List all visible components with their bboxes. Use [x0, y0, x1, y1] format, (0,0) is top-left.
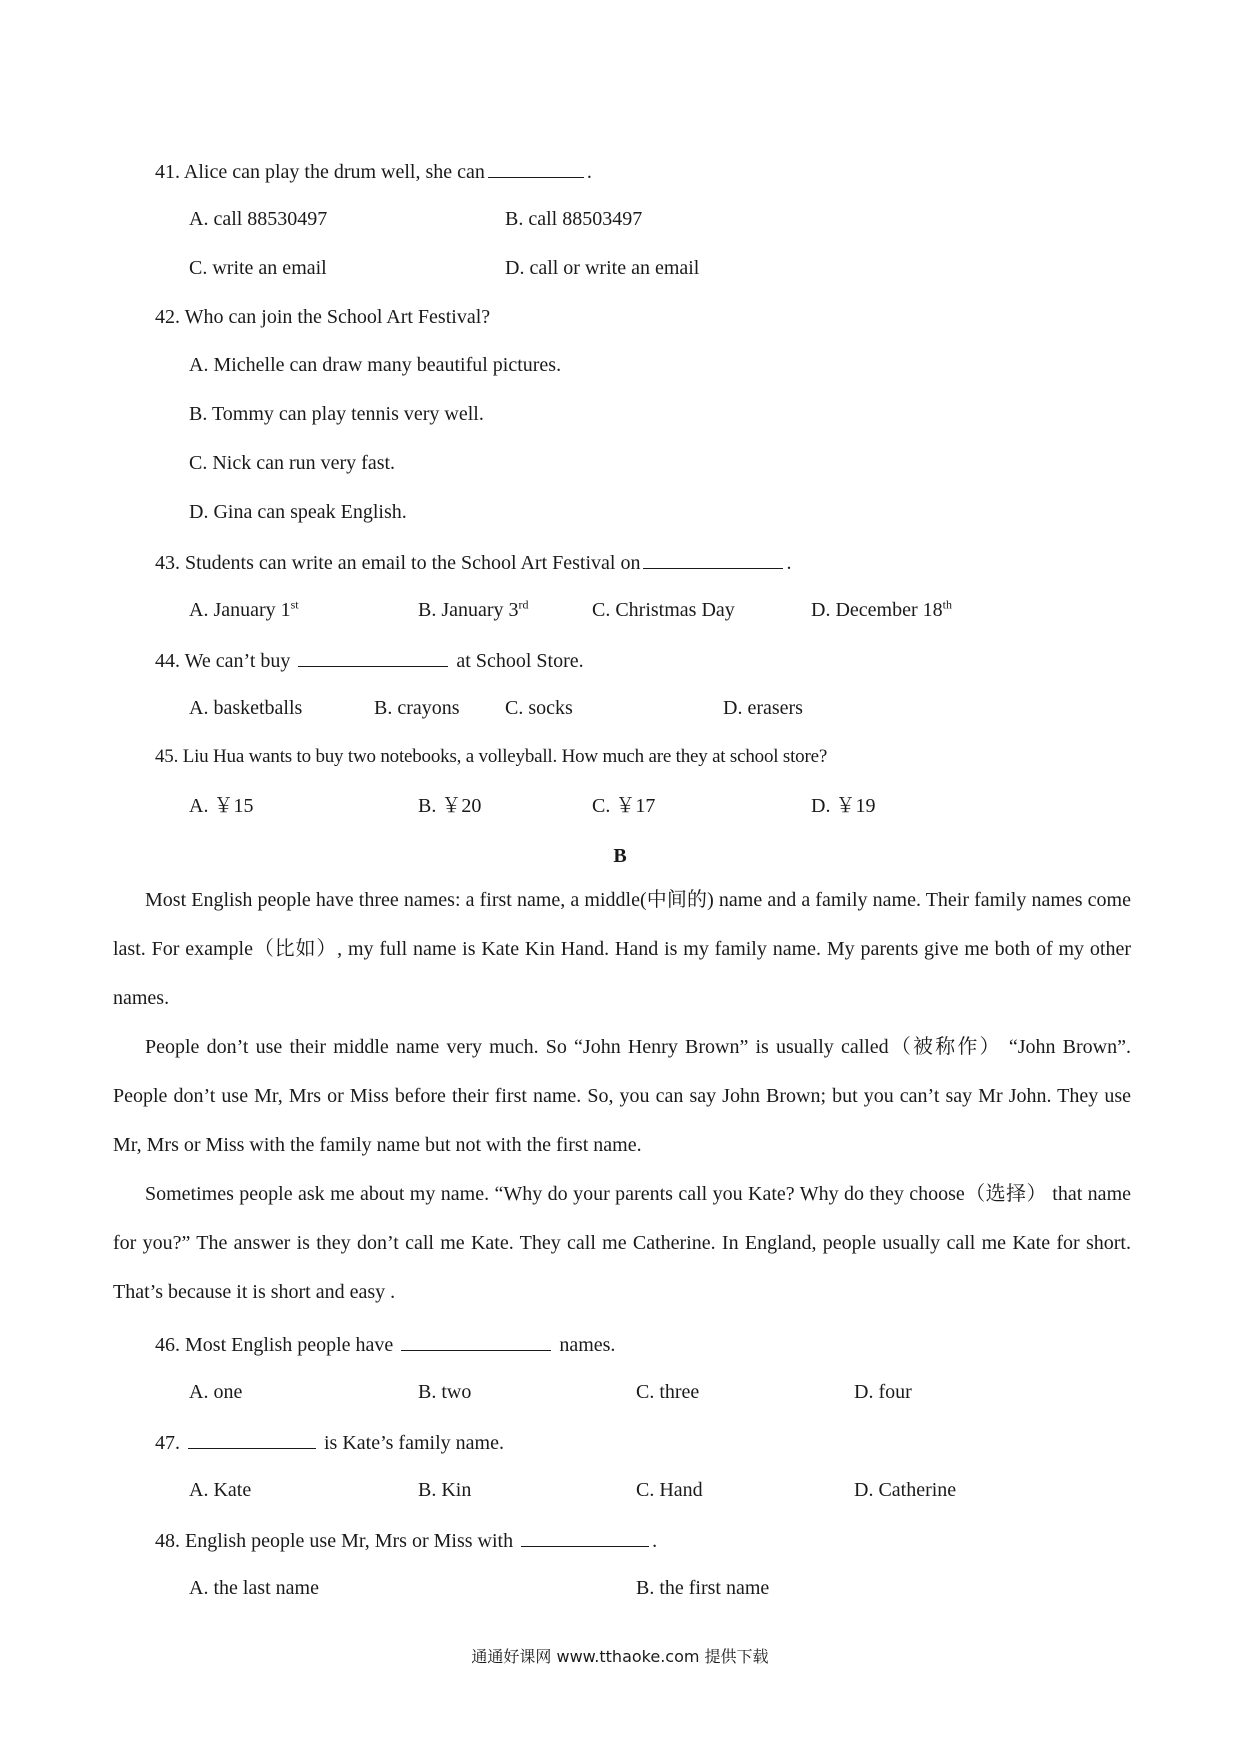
option-c: C. Christmas Day — [592, 599, 735, 621]
option-c: C. three — [636, 1381, 700, 1403]
option-a: A. the last name — [189, 1577, 319, 1599]
question-stem: 44. We can’t buy — [155, 650, 291, 672]
answer-blank — [401, 1330, 551, 1351]
question-stem: 46. Most English people have — [155, 1334, 394, 1356]
passage-paragraph-1: Most English people have three names: a first name, a middle(中间的) name and a family name. Their family names come last. For example（比如）, my full name is Kate Kin Hand. Hand is my family name. My parents give me both of my other names. — [113, 889, 1131, 1009]
page-footer: 通通好课网 www.tthaoke.com 提供下载 — [471, 1647, 769, 1666]
question-stem-end: names. — [559, 1334, 616, 1356]
option-a: A. one — [189, 1381, 243, 1403]
question-45: 45. Liu Hua wants to buy two notebooks, a volleyball. How much are they at school store? — [155, 746, 828, 767]
question-47 — [155, 1428, 504, 1456]
option-d: D. call or write an email — [505, 257, 700, 279]
question-stem: 41. Alice can play the drum well, she can — [155, 161, 485, 183]
option-a: A. call 88530497 — [189, 208, 328, 230]
option-d: D. ￥19 — [811, 795, 876, 817]
question-stem-end: . — [586, 161, 592, 183]
question-46 — [155, 1330, 615, 1358]
answer-blank — [188, 1428, 316, 1449]
option-b: B. January 3rd — [418, 597, 529, 621]
option-b: B. crayons — [374, 697, 460, 719]
question-48 — [155, 1526, 657, 1554]
option-d: D. Gina can speak English. — [189, 501, 407, 523]
question-stem: 47. — [155, 1432, 180, 1454]
question-44 — [155, 646, 584, 674]
question-stem-end: . — [786, 552, 792, 574]
option-b: B. the first name — [636, 1577, 770, 1599]
question-stem: 48. English people use Mr, Mrs or Miss with — [155, 1530, 514, 1552]
question-43 — [155, 548, 791, 576]
question-stem-end: is Kate’s family name. — [324, 1432, 504, 1454]
option-b: B. ￥20 — [418, 795, 482, 817]
question-stem-end: at School Store. — [456, 650, 584, 672]
option-b: B. Kin — [418, 1479, 472, 1501]
answer-blank — [521, 1526, 649, 1547]
option-b: B. call 88503497 — [505, 208, 643, 230]
answer-blank — [643, 548, 783, 569]
question-stem-end: . — [652, 1530, 658, 1552]
option-d: D. Catherine — [854, 1479, 957, 1501]
option-c: C. socks — [505, 697, 573, 719]
question-42: 42. Who can join the School Art Festival? — [155, 306, 491, 328]
option-a: A. Michelle can draw many beautiful pictures. — [189, 354, 562, 376]
section-heading: B — [613, 845, 627, 867]
option-a: A. basketballs — [189, 697, 303, 719]
option-c: C. write an email — [189, 257, 327, 279]
option-c: C. ￥17 — [592, 795, 656, 817]
option-c: C. Nick can run very fast. — [189, 452, 396, 474]
option-d: D. December 18th — [811, 597, 952, 621]
option-b: B. Tommy can play tennis very well. — [189, 403, 484, 425]
option-c: C. Hand — [636, 1479, 703, 1501]
answer-blank — [298, 646, 448, 667]
option-a: A. January 1st — [189, 597, 299, 621]
option-a: A. ￥15 — [189, 795, 254, 817]
passage-paragraph-2: People don’t use their middle name very much. So “John Henry Brown” is usually called（被称作） “John Brown”. People don’t use Mr, Mrs or Miss before their first name. So, you can say John Brown; but you can’t say Mr John. They use Mr, Mrs or Miss with the family name but not with the first name. — [113, 1036, 1131, 1156]
option-d: D. erasers — [723, 697, 803, 719]
option-b: B. two — [418, 1381, 472, 1403]
option-a: A. Kate — [189, 1479, 252, 1501]
option-d: D. four — [854, 1381, 912, 1403]
answer-blank — [488, 157, 584, 178]
question-stem: 43. Students can write an email to the School Art Festival on — [155, 552, 641, 574]
passage-paragraph-3: Sometimes people ask me about my name. “Why do your parents call you Kate? Why do they choose（选择） that name for you?” The answer is they don’t call me Kate. They call me Catherine. In England, people usually call me Kate for short. That’s because it is short and easy . — [113, 1183, 1131, 1303]
question-41 — [155, 157, 592, 185]
